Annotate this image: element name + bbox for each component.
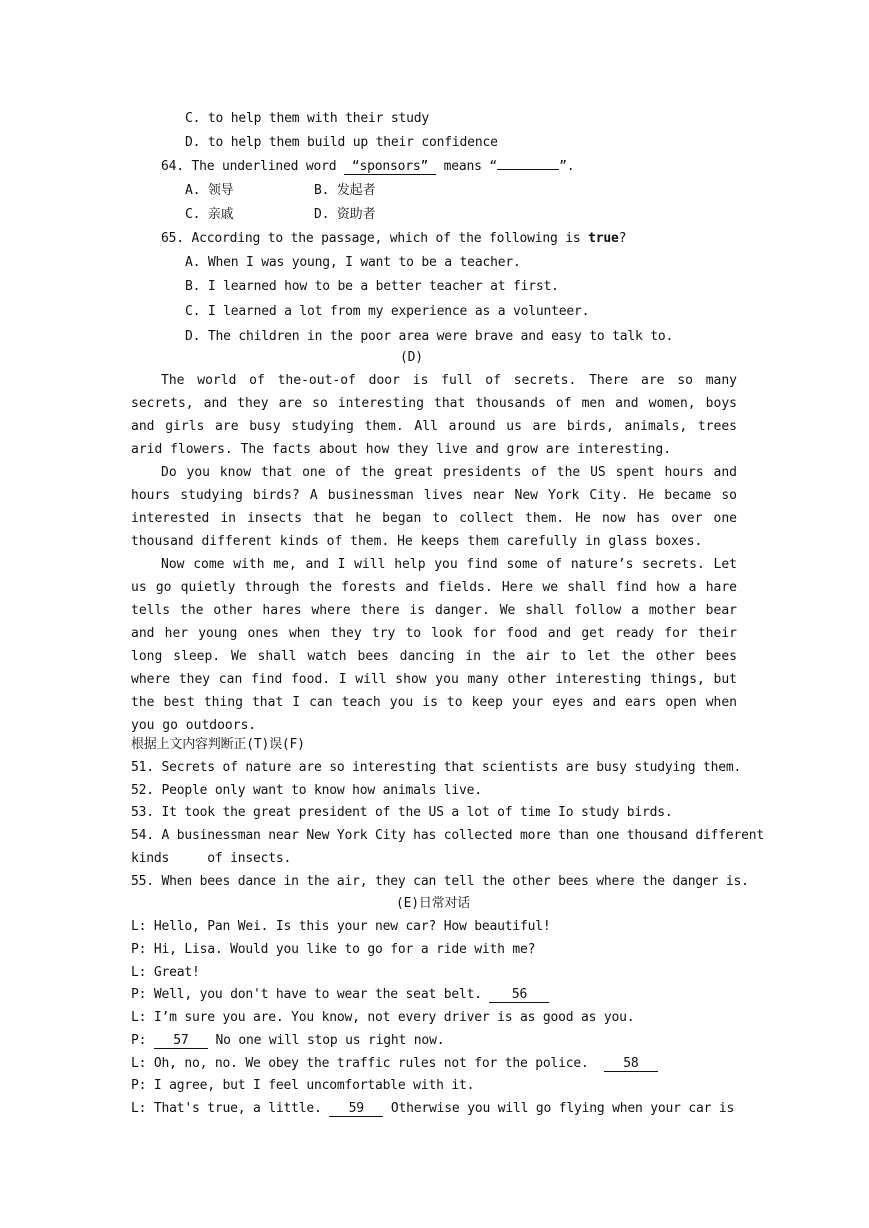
q64-option-b: B. 发起者 <box>314 183 376 198</box>
section-d-passage <box>131 369 737 737</box>
blank-57: 57 <box>154 1034 208 1049</box>
q64-blank <box>497 169 559 170</box>
q65-option-a: A. When I was young, I want to be a teacher. <box>185 255 521 270</box>
dialogue-text: No one will stop us right now. <box>207 1033 445 1048</box>
dialogue-line-p4: P: I agree, but I feel uncomfortable with it. <box>131 1078 475 1093</box>
q64-underlined-word: “sponsors” <box>344 160 436 175</box>
dialogue-line-l1: L: Hello, Pan Wei. Is this your new car? How beautiful! <box>131 919 551 934</box>
q64-suffix: ”. <box>559 159 575 174</box>
q54-line-1: 54. A businessman near New York City has collected more than one thousand different <box>131 828 765 843</box>
dialogue-text: L: Oh, no, no. We obey the traffic rules not for the police. <box>131 1056 604 1071</box>
q65-bold-word: true <box>588 231 619 246</box>
q64-prefix: 64. The underlined word <box>161 159 345 174</box>
q65-suffix: ? <box>618 231 627 246</box>
dialogue-prefix: L: That's true, a little. <box>131 1101 330 1116</box>
dialogue-line-l4 <box>131 1056 658 1072</box>
q65-option-c: C. I learned a lot from my experience as a volunteer. <box>185 304 590 319</box>
q63-option-c: C. to help them with their study <box>185 111 430 126</box>
q65-question <box>161 231 626 247</box>
blank-56: 56 <box>489 988 549 1003</box>
q65-option-b: B. I learned how to be a better teacher at first. <box>185 279 559 294</box>
q64-option-c: C. 亲戚 <box>185 207 234 222</box>
dialogue-line-p1: P: Hi, Lisa. Would you like to go for a ride with me? <box>131 942 536 957</box>
dialogue-line-p3 <box>131 1033 444 1049</box>
dialogue-prefix: P: <box>131 1033 154 1048</box>
dialogue-text: Otherwise you will go flying when your car is <box>383 1101 735 1116</box>
dialogue-line-p2 <box>131 987 549 1003</box>
q64-option-d: D. 资助者 <box>314 207 376 222</box>
q52: 52. People only want to know how animals live. <box>131 783 482 798</box>
q55: 55. When bees dance in the air, they can tell the other bees where the danger is. <box>131 874 749 889</box>
passage-paragraph: Now come with me, and I will help you find some of nature’s secrets. Let us go quietly through the forests and fields. Here we shall find how a hare tells the other hares where there is danger. We shall follow a mother bear and her young ones when they try to look for food and get ready for their long sleep. We shall watch bees dancing in the air to let the other bees where they can find food. I will show you many other interesting things, but the best thing that I can teach you is to keep your eyes and ears open when you go outdoors. <box>131 557 737 733</box>
q63-option-d: D. to help them build up their confidence <box>185 135 498 150</box>
q64-question <box>161 159 574 175</box>
tf-instruction: 根据上文内容判断正(T)误(F) <box>131 737 305 752</box>
dialogue-text: P: Well, you don't have to wear the seat belt. <box>131 987 490 1002</box>
dialogue-line-l5 <box>131 1101 734 1117</box>
passage-paragraph: The world of the-out-of door is full of secrets. There are so many secrets, and they are so interesting that thousands of men and women, boys and girls are busy studying them. All around us are birds, animals, trees arid flowers. The facts about how they live and grow are interesting. <box>131 373 737 457</box>
q65-prefix: 65. According to the passage, which of the following is <box>161 231 589 246</box>
section-e-heading: (E)日常对话 <box>396 896 471 911</box>
q53: 53. It took the great president of the US a lot of time Io study birds. <box>131 805 673 820</box>
q65-option-d: D. The children in the poor area were brave and easy to talk to. <box>185 329 674 344</box>
q54-line-2: kinds of insects. <box>131 851 292 866</box>
passage-paragraph: Do you know that one of the great presidents of the US spent hours and hours studying birds? A businessman lives near New York City. He became so interested in insects that he began to collect them. He now has over one thousand different kinds of them. He keeps them carefully in glass boxes. <box>131 465 737 549</box>
section-d-heading: (D) <box>400 350 423 365</box>
q64-middle: means “ <box>436 159 498 174</box>
blank-58: 58 <box>604 1057 658 1072</box>
dialogue-line-l3: L: I’m sure you are. You know, not every driver is as good as you. <box>131 1010 635 1025</box>
q64-option-a: A. 领导 <box>185 183 234 198</box>
q51: 51. Secrets of nature are so interesting that scientists are busy studying them. <box>131 760 742 775</box>
blank-59: 59 <box>329 1102 383 1117</box>
dialogue-line-l2: L: Great! <box>131 965 200 980</box>
